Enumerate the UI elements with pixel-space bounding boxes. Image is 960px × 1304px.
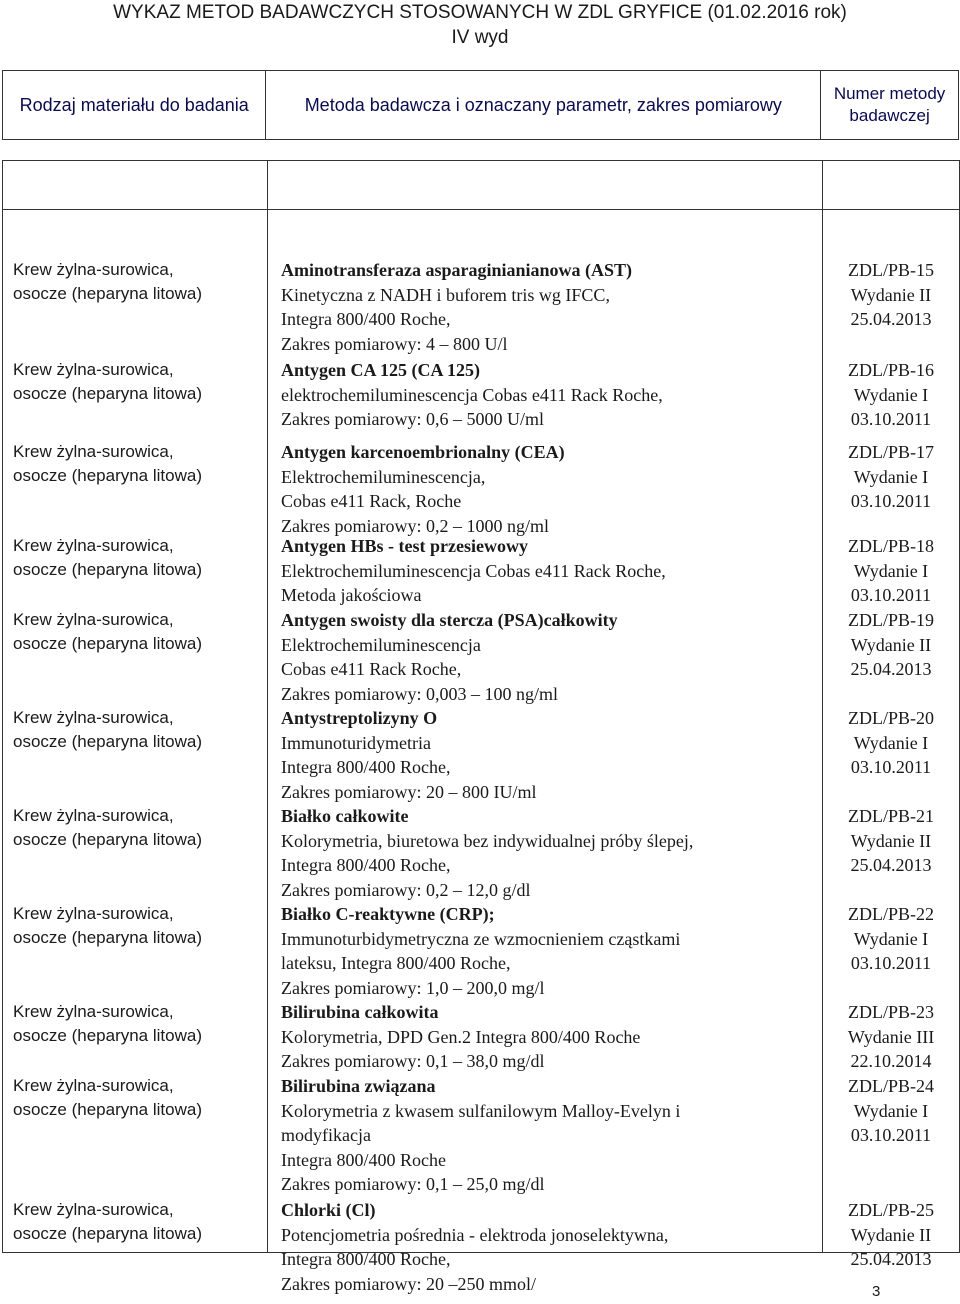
method-line: Kinetyczna z NADH i buforem tris wg IFCC,: [281, 284, 610, 305]
edition-date: 03.10.2011: [850, 585, 932, 605]
material-line: Krew żylna-surowica,: [13, 536, 174, 555]
method-line: modyfikacja: [281, 1125, 371, 1145]
material-entry: [13, 608, 267, 656]
material-line: Krew żylna-surowica,: [13, 1200, 174, 1219]
number-column: [823, 210, 960, 1269]
edition: Wydanie II: [850, 830, 932, 851]
method-title: Białko całkowite: [281, 806, 409, 826]
edition: Wydanie III: [847, 1026, 935, 1047]
method-title: Antygen swoisty dla stercza (PSA)całkowity: [281, 610, 618, 630]
document-title: [0, 0, 960, 50]
material-line: Krew żylna-surowica,: [13, 1076, 174, 1095]
edition-date: 25.04.2013: [850, 659, 932, 679]
method-line: Kolorymetria z kwasem sulfanilowym Malloy-Evelyn i: [281, 1100, 681, 1121]
method-code: ZDL/PB-19: [847, 610, 934, 630]
edition-date: 22.10.2014: [850, 1051, 932, 1071]
material-entry: [13, 440, 267, 488]
method-line: Potencjometria pośrednia - elektroda jonoselektywna,: [281, 1224, 669, 1245]
material-line: osocze (heparyna litowa): [13, 384, 202, 403]
header-material: Rodzaj materiału do badania: [3, 71, 266, 140]
edition-date: 03.10.2011: [850, 409, 932, 429]
method-line: Metoda jakościowa: [281, 585, 422, 605]
method-entry: [281, 706, 822, 804]
method-line: Zakres pomiarowy: 20 – 800 IU/ml: [281, 781, 537, 802]
method-number-entry: [823, 534, 959, 608]
method-code: ZDL/PB-25: [847, 1200, 934, 1220]
header-table: [2, 70, 959, 140]
edition-date: 25.04.2013: [850, 1249, 932, 1269]
material-line: osocze (heparyna litowa): [13, 634, 202, 653]
method-number-entry: [823, 258, 959, 332]
method-title: Aminotransferaza asparaginianianowa (AST): [281, 260, 633, 280]
edition-date: 03.10.2011: [850, 953, 932, 973]
material-line: osocze (heparyna litowa): [13, 560, 202, 579]
method-entry: [281, 608, 822, 706]
method-title: Bilirubina związana: [281, 1076, 436, 1096]
material-entry: [13, 358, 267, 406]
edition-date: 03.10.2011: [850, 491, 932, 511]
method-entry: [281, 440, 822, 538]
material-line: Krew żylna-surowica,: [13, 260, 174, 279]
material-entry: [13, 902, 267, 950]
material-line: osocze (heparyna litowa): [13, 830, 202, 849]
method-entry: [281, 902, 822, 1000]
method-code: ZDL/PB-21: [847, 806, 934, 826]
material-line: osocze (heparyna litowa): [13, 928, 202, 947]
method-line: Zakres pomiarowy: 4 – 800 U/l: [281, 333, 508, 354]
edition: Wydanie I: [853, 384, 929, 405]
method-line: Integra 800/400 Roche,: [281, 1249, 451, 1269]
material-column: [3, 210, 268, 1253]
method-line: Zakres pomiarowy: 0,6 – 5000 U/ml: [281, 409, 544, 429]
material-line: Krew żylna-surowica,: [13, 360, 174, 379]
method-entry: [281, 1000, 822, 1074]
method-title: Antystreptolizyny O: [281, 708, 438, 728]
method-line: Zakres pomiarowy: 0,003 – 100 ng/ml: [281, 683, 558, 704]
method-line: Integra 800/400 Roche,: [281, 757, 451, 777]
method-line: Kolorymetria, DPD Gen.2 Integra 800/400 Roche: [281, 1026, 641, 1047]
method-line: Integra 800/400 Roche,: [281, 309, 451, 329]
material-line: Krew żylna-surowica,: [13, 1002, 174, 1021]
method-line: lateksu, Integra 800/400 Roche,: [281, 953, 511, 973]
material-line: Krew żylna-surowica,: [13, 708, 174, 727]
header-method: Metoda badawcza i oznaczany parametr, zakres pomiarowy: [266, 71, 821, 140]
material-entry: [13, 804, 267, 852]
material-line: Krew żylna-surowica,: [13, 806, 174, 825]
edition: Wydanie I: [853, 732, 929, 753]
edition: Wydanie II: [850, 634, 932, 655]
method-title: Antygen karcenoembrionalny (CEA): [281, 442, 565, 462]
edition: Wydanie II: [850, 284, 932, 305]
material-line: osocze (heparyna litowa): [13, 466, 202, 485]
material-entry: [13, 534, 267, 582]
edition: Wydanie II: [850, 1224, 932, 1245]
method-code: ZDL/PB-23: [847, 1002, 934, 1022]
material-line: Krew żylna-surowica,: [13, 610, 174, 629]
method-line: Cobas e411 Rack Roche,: [281, 659, 462, 679]
method-number-entry: [823, 358, 959, 432]
material-entry: [13, 1198, 267, 1246]
title-line-1: WYKAZ METOD BADAWCZYCH STOSOWANYCH W ZDL GRYFICE (01.02.2016 rok): [113, 2, 847, 23]
method-title: Antygen HBs - test przesiewowy: [281, 536, 528, 556]
method-line: Zakres pomiarowy: 0,2 – 1000 ng/ml: [281, 515, 549, 536]
method-number-entry: [823, 1198, 959, 1272]
method-line: Integra 800/400 Roche,: [281, 855, 451, 875]
method-code: ZDL/PB-16: [847, 360, 934, 380]
material-entry: [13, 258, 267, 306]
material-entry: [13, 706, 267, 754]
method-line: Zakres pomiarowy: 0,1 – 38,0 mg/dl: [281, 1051, 545, 1071]
method-number-entry: [823, 902, 959, 976]
method-line: Immunoturidymetria: [281, 732, 431, 753]
method-number-entry: [823, 1000, 959, 1074]
method-entry: [281, 804, 822, 902]
method-column: [268, 210, 823, 1294]
method-line: elektrochemiluminescencja Cobas e411 Rack Roche,: [281, 384, 663, 405]
method-code: ZDL/PB-22: [847, 904, 934, 924]
method-title: Białko C-reaktywne (CRP);: [281, 904, 495, 924]
method-entry: [281, 534, 822, 608]
method-number-entry: [823, 1074, 959, 1148]
edition-date: 25.04.2013: [850, 855, 932, 875]
edition: Wydanie I: [853, 466, 929, 487]
material-entry: [13, 1000, 267, 1048]
material-line: osocze (heparyna litowa): [13, 284, 202, 303]
method-code: ZDL/PB-18: [847, 536, 934, 556]
method-number-entry: [823, 804, 959, 878]
method-code: ZDL/PB-24: [847, 1076, 934, 1096]
edition: Wydanie I: [853, 560, 929, 581]
header-number: Numer metody badawczej: [821, 71, 959, 140]
method-line: Integra 800/400 Roche: [281, 1149, 446, 1170]
method-code: ZDL/PB-20: [847, 708, 934, 728]
method-line: Elektrochemiluminescencja: [281, 634, 481, 655]
method-number-entry: [823, 706, 959, 780]
method-line: Zakres pomiarowy: 0,1 – 25,0 mg/dl: [281, 1174, 545, 1194]
edition-date: 03.10.2011: [850, 757, 932, 777]
material-line: Krew żylna-surowica,: [13, 904, 174, 923]
method-line: Elektrochemiluminescencja Cobas e411 Rack Roche,: [281, 560, 666, 581]
method-title: Chlorki (Cl): [281, 1200, 376, 1220]
title-line-2: IV wyd: [451, 27, 509, 48]
method-entry: [281, 258, 822, 356]
method-title: Antygen CA 125 (CA 125): [281, 360, 481, 380]
material-line: osocze (heparyna litowa): [13, 1224, 202, 1243]
method-line: Kolorymetria, biuretowa bez indywidualnej próby ślepej,: [281, 830, 694, 851]
method-line: Zakres pomiarowy: 20 –250 mmol/: [281, 1273, 536, 1294]
method-code: ZDL/PB-17: [847, 442, 934, 462]
page-number: 3: [872, 1283, 881, 1300]
method-line: Zakres pomiarowy: 0,2 – 12,0 g/dl: [281, 879, 531, 900]
edition: Wydanie I: [853, 928, 929, 949]
method-number-entry: [823, 608, 959, 682]
material-line: Krew żylna-surowica,: [13, 442, 174, 461]
edition: Wydanie I: [853, 1100, 929, 1121]
edition-date: 03.10.2011: [850, 1125, 932, 1145]
method-line: Elektrochemiluminescencja,: [281, 466, 486, 487]
material-line: osocze (heparyna litowa): [13, 1026, 202, 1045]
material-line: osocze (heparyna litowa): [13, 732, 202, 751]
material-entry: [13, 1074, 267, 1122]
methods-table: [2, 160, 960, 1294]
material-line: osocze (heparyna litowa): [13, 1100, 202, 1119]
method-entry: [281, 358, 822, 432]
method-entry: [281, 1198, 822, 1296]
method-number-entry: [823, 440, 959, 514]
method-entry: [281, 1074, 822, 1197]
method-line: Cobas e411 Rack, Roche: [281, 491, 462, 511]
method-title: Bilirubina całkowita: [281, 1002, 439, 1022]
method-line: Immunoturbidymetryczna ze wzmocnieniem cząstkami: [281, 928, 681, 949]
method-line: Zakres pomiarowy: 1,0 – 200,0 mg/l: [281, 977, 545, 998]
method-code: ZDL/PB-15: [847, 260, 934, 280]
edition-date: 25.04.2013: [850, 309, 932, 329]
